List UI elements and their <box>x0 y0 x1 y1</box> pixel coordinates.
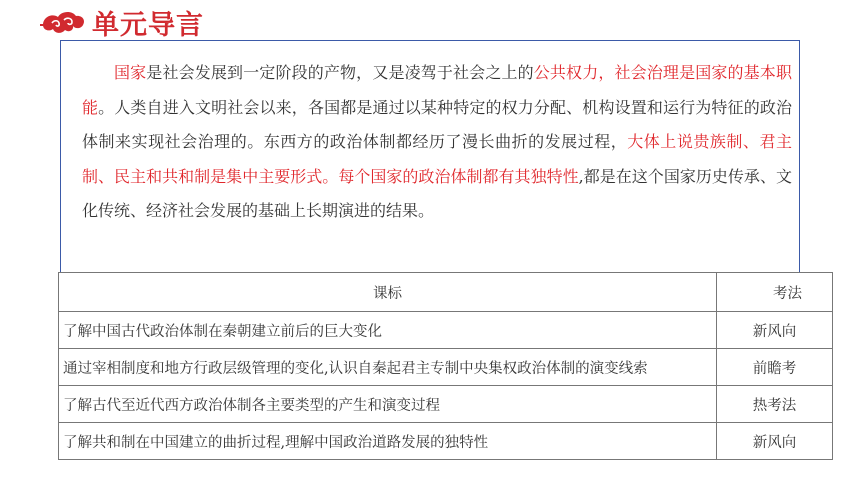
method-cell: 前瞻考 <box>716 349 832 386</box>
standard-cell: 了解古代至近代西方政治体制各主要类型的产生和演变过程 <box>59 386 717 423</box>
unit-intro-title: 单元导言 <box>92 9 204 41</box>
standard-cell: 了解中国古代政治体制在秦朝建立前后的巨大变化 <box>59 312 717 349</box>
intro-segment: 是社会发展到一定阶段的产物，又是凌驾于社会之上的 <box>146 63 534 82</box>
table-row <box>59 349 833 386</box>
intro-segment: ， <box>598 63 615 82</box>
section-header <box>40 4 204 40</box>
intro-segment: 。 <box>322 166 339 186</box>
intro-segment: ,都是在这个国家历史传承、文化传统、经济社会发展的基础上长期演进的结果。 <box>82 166 792 220</box>
standard-cell: 了解共和制在中国建立的曲折过程,理解中国政治道路发展的独特性 <box>59 423 717 460</box>
intro-segment: 社会治理是国家的基本职能 <box>82 63 792 117</box>
table-row <box>59 386 833 423</box>
intro-segment: 公共权力 <box>533 63 599 82</box>
intro-segment: 国家 <box>114 63 147 82</box>
header-method: 考法 <box>716 273 832 312</box>
intro-paragraph <box>82 56 792 229</box>
method-cell: 热考法 <box>716 386 832 423</box>
table-row <box>59 312 833 349</box>
intro-segment: 每个国家的政治体制都有其独特性 <box>338 166 579 186</box>
header-standard: 课标 <box>59 273 717 312</box>
intro-segment: 大体上说贵族制、君主制、民主和共和制是集中主要形式 <box>82 132 792 186</box>
red-cloud-logo-icon <box>40 7 86 37</box>
syllabus-table <box>58 272 833 460</box>
method-cell: 新风向 <box>716 423 832 460</box>
table-header-row <box>59 273 833 312</box>
standard-cell: 通过宰相制度和地方行政层级管理的变化,认识自秦起君主专制中央集权政治体制的演变线索 <box>59 349 717 386</box>
table-row <box>59 423 833 460</box>
intro-segment: 。人类自进入文明社会以来，各国都是通过以某种特定的权力分配、机构设置和运行为特征的政治体制来实现社会治理的。东西方的政治体制都经历了漫长曲折的发展过程， <box>82 97 792 151</box>
method-cell: 新风向 <box>716 312 832 349</box>
